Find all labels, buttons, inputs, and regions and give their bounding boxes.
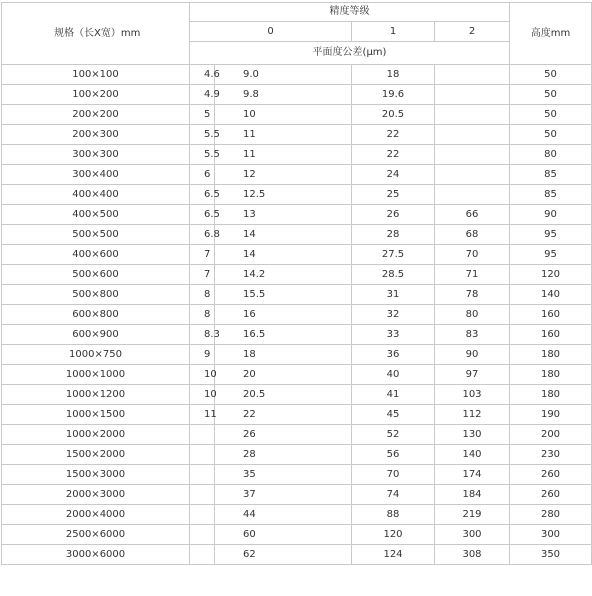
grade-0-cell: 11: [190, 405, 215, 425]
flatness-tolerance-table: [1, 2, 592, 565]
spec-cell: 2500×6000: [2, 525, 190, 545]
grade-3-cell: 78: [435, 285, 510, 305]
table-row: [2, 485, 592, 505]
grade-1-cell: 26: [215, 425, 352, 445]
grade-3-cell: [435, 85, 510, 105]
table-row: [2, 145, 592, 165]
grade-2-cell: 20.5: [352, 105, 435, 125]
table-row: [2, 185, 592, 205]
table-row: [2, 525, 592, 545]
grade-1-cell: 14: [215, 245, 352, 265]
table-row: [2, 165, 592, 185]
spec-cell: 1000×1200: [2, 385, 190, 405]
grade-0-cell: [190, 485, 215, 505]
height-cell: 90: [510, 205, 592, 225]
spec-column-header: 规格（长X宽）mm: [2, 3, 190, 65]
height-cell: 190: [510, 405, 592, 425]
table-row: [2, 65, 592, 85]
grade-2-cell: 26: [352, 205, 435, 225]
grade-1-cell: 16: [215, 305, 352, 325]
grade-1-cell: 18: [215, 345, 352, 365]
spec-cell: 2000×3000: [2, 485, 190, 505]
table-row: [2, 285, 592, 305]
table-row: [2, 425, 592, 445]
grade-0-cell: 8: [190, 285, 215, 305]
table-row: [2, 345, 592, 365]
grade-1-cell: 9.0: [215, 65, 352, 85]
grade-1-header: 1: [352, 22, 435, 42]
spec-cell: 1000×1000: [2, 365, 190, 385]
height-cell: 95: [510, 245, 592, 265]
grade-1-cell: 11: [215, 145, 352, 165]
height-cell: 50: [510, 65, 592, 85]
grade-0-cell: [190, 425, 215, 445]
height-cell: 50: [510, 105, 592, 125]
grade-0-cell: [190, 545, 215, 565]
height-cell: 180: [510, 345, 592, 365]
table-row: [2, 265, 592, 285]
grade-2-cell: 28.5: [352, 265, 435, 285]
grade-2-cell: 74: [352, 485, 435, 505]
grade-3-cell: 112: [435, 405, 510, 425]
spec-cell: 1500×3000: [2, 465, 190, 485]
grade-0-cell: 5.5: [190, 145, 215, 165]
height-cell: 85: [510, 185, 592, 205]
grade-1-cell: 10: [215, 105, 352, 125]
grade-2-cell: 124: [352, 545, 435, 565]
grade-2-header: 2: [435, 22, 510, 42]
grade-0-cell: 9: [190, 345, 215, 365]
table-header: [2, 3, 592, 65]
grade-3-cell: [435, 145, 510, 165]
table-row: [2, 325, 592, 345]
table-row: [2, 545, 592, 565]
height-cell: 50: [510, 125, 592, 145]
grade-2-cell: 22: [352, 145, 435, 165]
tolerance-subheader: 平面度公差(μm): [190, 42, 510, 65]
height-cell: 230: [510, 445, 592, 465]
grade-0-cell: [190, 525, 215, 545]
table-row: [2, 85, 592, 105]
spec-cell: 200×300: [2, 125, 190, 145]
grade-3-cell: [435, 65, 510, 85]
grade-2-cell: 70: [352, 465, 435, 485]
grade-0-header: 0: [190, 22, 352, 42]
spec-cell: 600×800: [2, 305, 190, 325]
grade-2-cell: 56: [352, 445, 435, 465]
height-cell: 300: [510, 525, 592, 545]
spec-cell: 100×200: [2, 85, 190, 105]
grade-0-cell: 6.5: [190, 185, 215, 205]
spec-cell: 300×300: [2, 145, 190, 165]
table-row: [2, 105, 592, 125]
spec-cell: 600×900: [2, 325, 190, 345]
grade-2-cell: 28: [352, 225, 435, 245]
grade-1-cell: 14.2: [215, 265, 352, 285]
grade-2-cell: 24: [352, 165, 435, 185]
table-row: [2, 445, 592, 465]
grade-3-cell: 308: [435, 545, 510, 565]
spec-cell: 300×400: [2, 165, 190, 185]
grade-0-cell: 7: [190, 245, 215, 265]
table-row: [2, 365, 592, 385]
grade-3-cell: 300: [435, 525, 510, 545]
grade-3-cell: 80: [435, 305, 510, 325]
grade-0-cell: 6.8: [190, 225, 215, 245]
grade-2-cell: 120: [352, 525, 435, 545]
grade-0-cell: 5: [190, 105, 215, 125]
grade-0-cell: 4.9: [190, 85, 215, 105]
grade-3-cell: 103: [435, 385, 510, 405]
spec-cell: 3000×6000: [2, 545, 190, 565]
grade-1-cell: 28: [215, 445, 352, 465]
grade-2-cell: 41: [352, 385, 435, 405]
grade-2-cell: 36: [352, 345, 435, 365]
spec-cell: 500×500: [2, 225, 190, 245]
spec-cell: 2000×4000: [2, 505, 190, 525]
grade-3-cell: 83: [435, 325, 510, 345]
grade-1-cell: 60: [215, 525, 352, 545]
grade-1-cell: 20.5: [215, 385, 352, 405]
grade-0-cell: 8: [190, 305, 215, 325]
grade-1-cell: 13: [215, 205, 352, 225]
table-row: [2, 125, 592, 145]
table-row: [2, 465, 592, 485]
grade-3-cell: 184: [435, 485, 510, 505]
grade-2-cell: 19.6: [352, 85, 435, 105]
height-cell: 180: [510, 385, 592, 405]
grade-2-cell: 25: [352, 185, 435, 205]
grade-1-cell: 44: [215, 505, 352, 525]
grade-3-cell: [435, 185, 510, 205]
grade-1-cell: 15.5: [215, 285, 352, 305]
grade-1-cell: 37: [215, 485, 352, 505]
grade-3-cell: 68: [435, 225, 510, 245]
height-cell: 180: [510, 365, 592, 385]
grade-2-cell: 88: [352, 505, 435, 525]
grade-2-cell: 22: [352, 125, 435, 145]
table-row: [2, 245, 592, 265]
grade-1-cell: 62: [215, 545, 352, 565]
table-row: [2, 305, 592, 325]
grade-1-cell: 12.5: [215, 185, 352, 205]
grade-3-cell: 70: [435, 245, 510, 265]
grade-1-cell: 9.8: [215, 85, 352, 105]
height-cell: 260: [510, 485, 592, 505]
grade-3-cell: 71: [435, 265, 510, 285]
grade-3-cell: 97: [435, 365, 510, 385]
spec-cell: 200×200: [2, 105, 190, 125]
grade-0-cell: 4.6: [190, 65, 215, 85]
spec-cell: 400×600: [2, 245, 190, 265]
table-body: [2, 65, 592, 565]
grade-group-header: 精度等级: [190, 3, 510, 22]
grade-3-cell: [435, 125, 510, 145]
grade-0-cell: [190, 445, 215, 465]
spec-cell: 400×400: [2, 185, 190, 205]
grade-2-cell: 31: [352, 285, 435, 305]
grade-0-cell: 6.5: [190, 205, 215, 225]
grade-2-cell: 32: [352, 305, 435, 325]
height-cell: 280: [510, 505, 592, 525]
grade-1-cell: 14: [215, 225, 352, 245]
grade-3-cell: 219: [435, 505, 510, 525]
grade-0-cell: 10: [190, 385, 215, 405]
grade-3-cell: 140: [435, 445, 510, 465]
spec-cell: 1000×1500: [2, 405, 190, 425]
grade-3-cell: [435, 165, 510, 185]
grade-1-cell: 12: [215, 165, 352, 185]
grade-3-cell: 66: [435, 205, 510, 225]
grade-3-cell: 130: [435, 425, 510, 445]
spec-cell: 500×600: [2, 265, 190, 285]
grade-2-cell: 33: [352, 325, 435, 345]
grade-2-cell: 52: [352, 425, 435, 445]
table-row: [2, 205, 592, 225]
grade-3-cell: [435, 105, 510, 125]
height-cell: 140: [510, 285, 592, 305]
grade-0-cell: [190, 505, 215, 525]
height-cell: 160: [510, 305, 592, 325]
height-cell: 95: [510, 225, 592, 245]
spec-cell: 1500×2000: [2, 445, 190, 465]
grade-2-cell: 45: [352, 405, 435, 425]
spec-cell: 500×800: [2, 285, 190, 305]
height-cell: 260: [510, 465, 592, 485]
grade-3-cell: 174: [435, 465, 510, 485]
grade-0-cell: 8.3: [190, 325, 215, 345]
height-cell: 85: [510, 165, 592, 185]
height-column-header: 高度mm: [510, 3, 592, 65]
spec-cell: 100×100: [2, 65, 190, 85]
height-cell: 50: [510, 85, 592, 105]
table-row: [2, 225, 592, 245]
height-cell: 200: [510, 425, 592, 445]
grade-2-cell: 18: [352, 65, 435, 85]
height-cell: 80: [510, 145, 592, 165]
grade-0-cell: 5.5: [190, 125, 215, 145]
table-row: [2, 505, 592, 525]
grade-0-cell: 10: [190, 365, 215, 385]
grade-1-cell: 20: [215, 365, 352, 385]
grade-0-cell: [190, 465, 215, 485]
grade-2-cell: 40: [352, 365, 435, 385]
table-row: [2, 405, 592, 425]
grade-2-cell: 27.5: [352, 245, 435, 265]
grade-1-cell: 35: [215, 465, 352, 485]
spec-cell: 1000×2000: [2, 425, 190, 445]
grade-0-cell: 6: [190, 165, 215, 185]
spec-cell: 1000×750: [2, 345, 190, 365]
height-cell: 160: [510, 325, 592, 345]
grade-0-cell: 7: [190, 265, 215, 285]
table-row: [2, 385, 592, 405]
height-cell: 350: [510, 545, 592, 565]
grade-1-cell: 22: [215, 405, 352, 425]
height-cell: 120: [510, 265, 592, 285]
grade-1-cell: 16.5: [215, 325, 352, 345]
grade-1-cell: 11: [215, 125, 352, 145]
spec-cell: 400×500: [2, 205, 190, 225]
grade-3-cell: 90: [435, 345, 510, 365]
